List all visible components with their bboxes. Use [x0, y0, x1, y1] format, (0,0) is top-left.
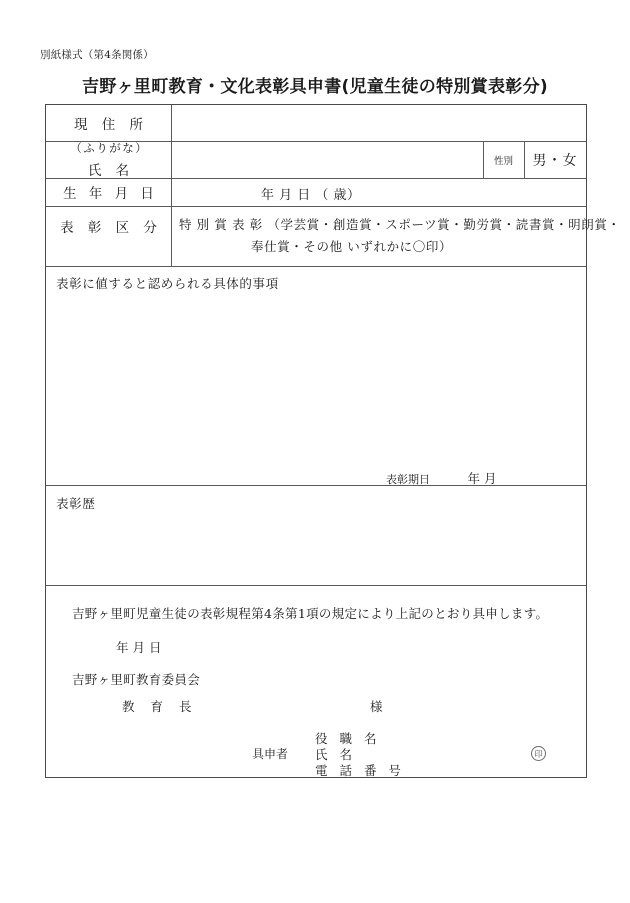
statement-text: 吉野ヶ里町児童生徒の表彰規程第4条第1項の規定により上記のとおり具申します。 — [72, 606, 549, 621]
statement-date-line[interactable]: 年 月 日 — [116, 640, 162, 655]
applicant-position-label: 役 職 名 — [315, 731, 381, 746]
rule-label-column — [171, 105, 172, 266]
applicant-label: 具申者 — [252, 747, 289, 761]
name-label-text: 氏 名 — [87, 163, 135, 179]
rule-history-bottom — [46, 585, 586, 586]
form-table — [45, 104, 621, 778]
sex-value[interactable]: 男・女 — [532, 152, 578, 169]
organization-name: 吉野ヶ里町教育委員会 — [72, 672, 201, 687]
award-date-line — [386, 469, 496, 487]
rule-details-bottom — [46, 485, 586, 486]
name-label — [46, 141, 171, 178]
history-label: 表彰歴 — [56, 496, 96, 511]
award-category-line1: 特 別 賞 表 彰 （学芸賞・創造賞・スポーツ賞・勤労賞・読書賞・明朗賞・ — [179, 217, 621, 232]
details-label: 表彰に値すると認められる具体的事項 — [56, 276, 279, 291]
seal-icon: 印 — [531, 746, 546, 761]
form-code: 別紙様式（第4条関係） — [40, 49, 154, 61]
birthdate-label: 生 年 月 日 — [63, 186, 158, 202]
award-category-label: 表 彰 区 分 — [60, 220, 162, 236]
applicant-name-label: 氏 名 — [315, 747, 356, 762]
chief-title: 教 育 長 — [122, 699, 198, 714]
applicant-phone-label: 電 話 番 号 — [315, 763, 405, 778]
furigana-label: （ふりがな） — [70, 141, 149, 155]
birthdate-value[interactable]: 年 月 日 （ 歳） — [261, 188, 361, 203]
honorific: 様 — [370, 699, 383, 714]
page-title: 吉野ヶ里町教育・文化表彰具申書(児童生徒の特別賞表彰分) — [82, 77, 548, 97]
rule-category-bottom — [46, 266, 586, 267]
award-category-line2: 奉仕賞・その他 いずれかに〇印） — [251, 239, 453, 254]
award-date-value[interactable]: 年 月 — [467, 471, 497, 486]
address-label: 現 住 所 — [73, 117, 149, 133]
sex-label: 性別 — [493, 155, 513, 167]
award-date-label: 表彰期日 — [386, 473, 430, 486]
